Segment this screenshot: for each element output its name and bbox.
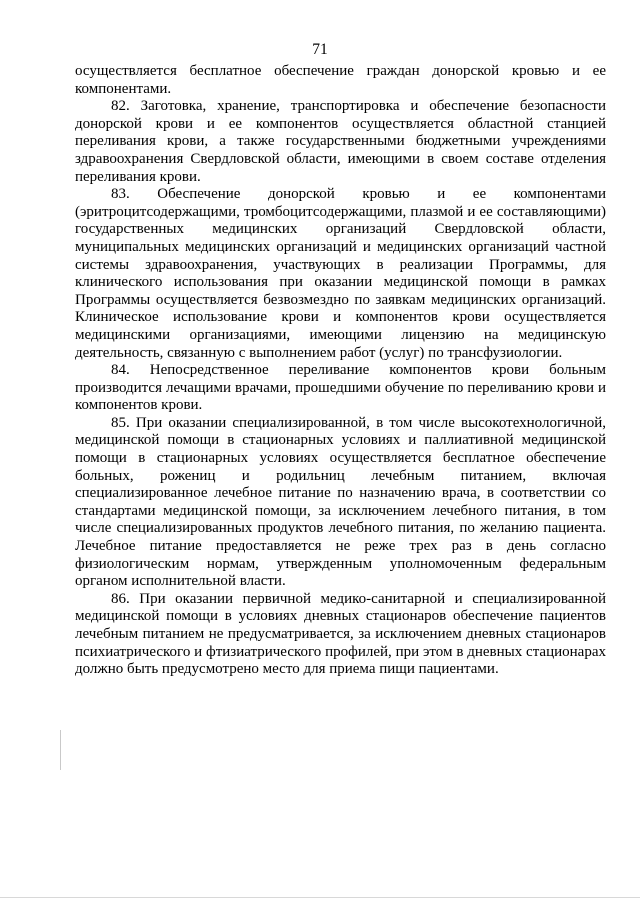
document-body (75, 63, 606, 679)
scan-artifact-left (60, 730, 61, 770)
paragraph-83: 83. Обеспечение донорской кровью и ее компонентами (эритроцитсодержащими, тромбоцитсодержащими, плазмой и ее составляющими) государственных медицинских организаций Свердловской области, муниципальных медицинских организаций и медицинских организаций частной системы здравоохранения, участвующих в реализации Программы, для клинического использования при оказании медицинской помощи в рамках Программы осуществляется безвозмездно по заявкам медицинских организаций. Клиническое использование крови и компонентов крови осуществляется медицинскими организациями, имеющими лицензию на медицинскую деятельность, связанную с выполнением работ (услуг) по трансфузиологии. (75, 186, 606, 361)
paragraph-82: 82. Заготовка, хранение, транспортировка и обеспечение безопасности донорской крови и ее компонентов осуществляется областной станцией переливания крови, а также государственными бюджетными учреждениями здравоохранения Свердловской области, имеющими в своем составе отделения переливания крови. (75, 98, 606, 185)
paragraph-continuation: осуществляется бесплатное обеспечение граждан донорской кровью и ее компонентами. (75, 63, 606, 97)
paragraph-86: 86. При оказании первичной медико-санитарной и специализированной медицинской помощи в условиях дневных стационаров обеспечение пациентов лечебным питанием не предусматривается, за исключением дневных стационаров психиатрического и фтизиатрического профилей, при этом в дневных стационарах должно быть предусмотрено место для приема пищи пациентами. (75, 590, 606, 678)
page-number: 71 (312, 41, 328, 58)
paragraph-84: 84. Непосредственное переливание компонентов крови больным производится лечащими врачами, прошедшими обучение по переливанию крови и компонентов крови. (75, 362, 606, 414)
scan-artifact-bottom (0, 897, 640, 898)
paragraph-85: 85. При оказании специализированной, в том числе высокотехнологичной, медицинской помощи в стационарных условиях и паллиативной медицинской помощи в стационарных условиях осуществляется бесплатное обеспечение больных, рожениц и родильниц лечебным питанием, включая специализированное лечебное питание по назначению врача, в соответствии со стандартами медицинской помощи, за исключением лечебного питания, в том числе специализированных продуктов лечебного питания, по желанию пациента. Лечебное питание предоставляется не реже трех раз в день согласно физиологическим нормам, утвержденным уполномоченным федеральным органом исполнительной власти. (75, 414, 606, 590)
